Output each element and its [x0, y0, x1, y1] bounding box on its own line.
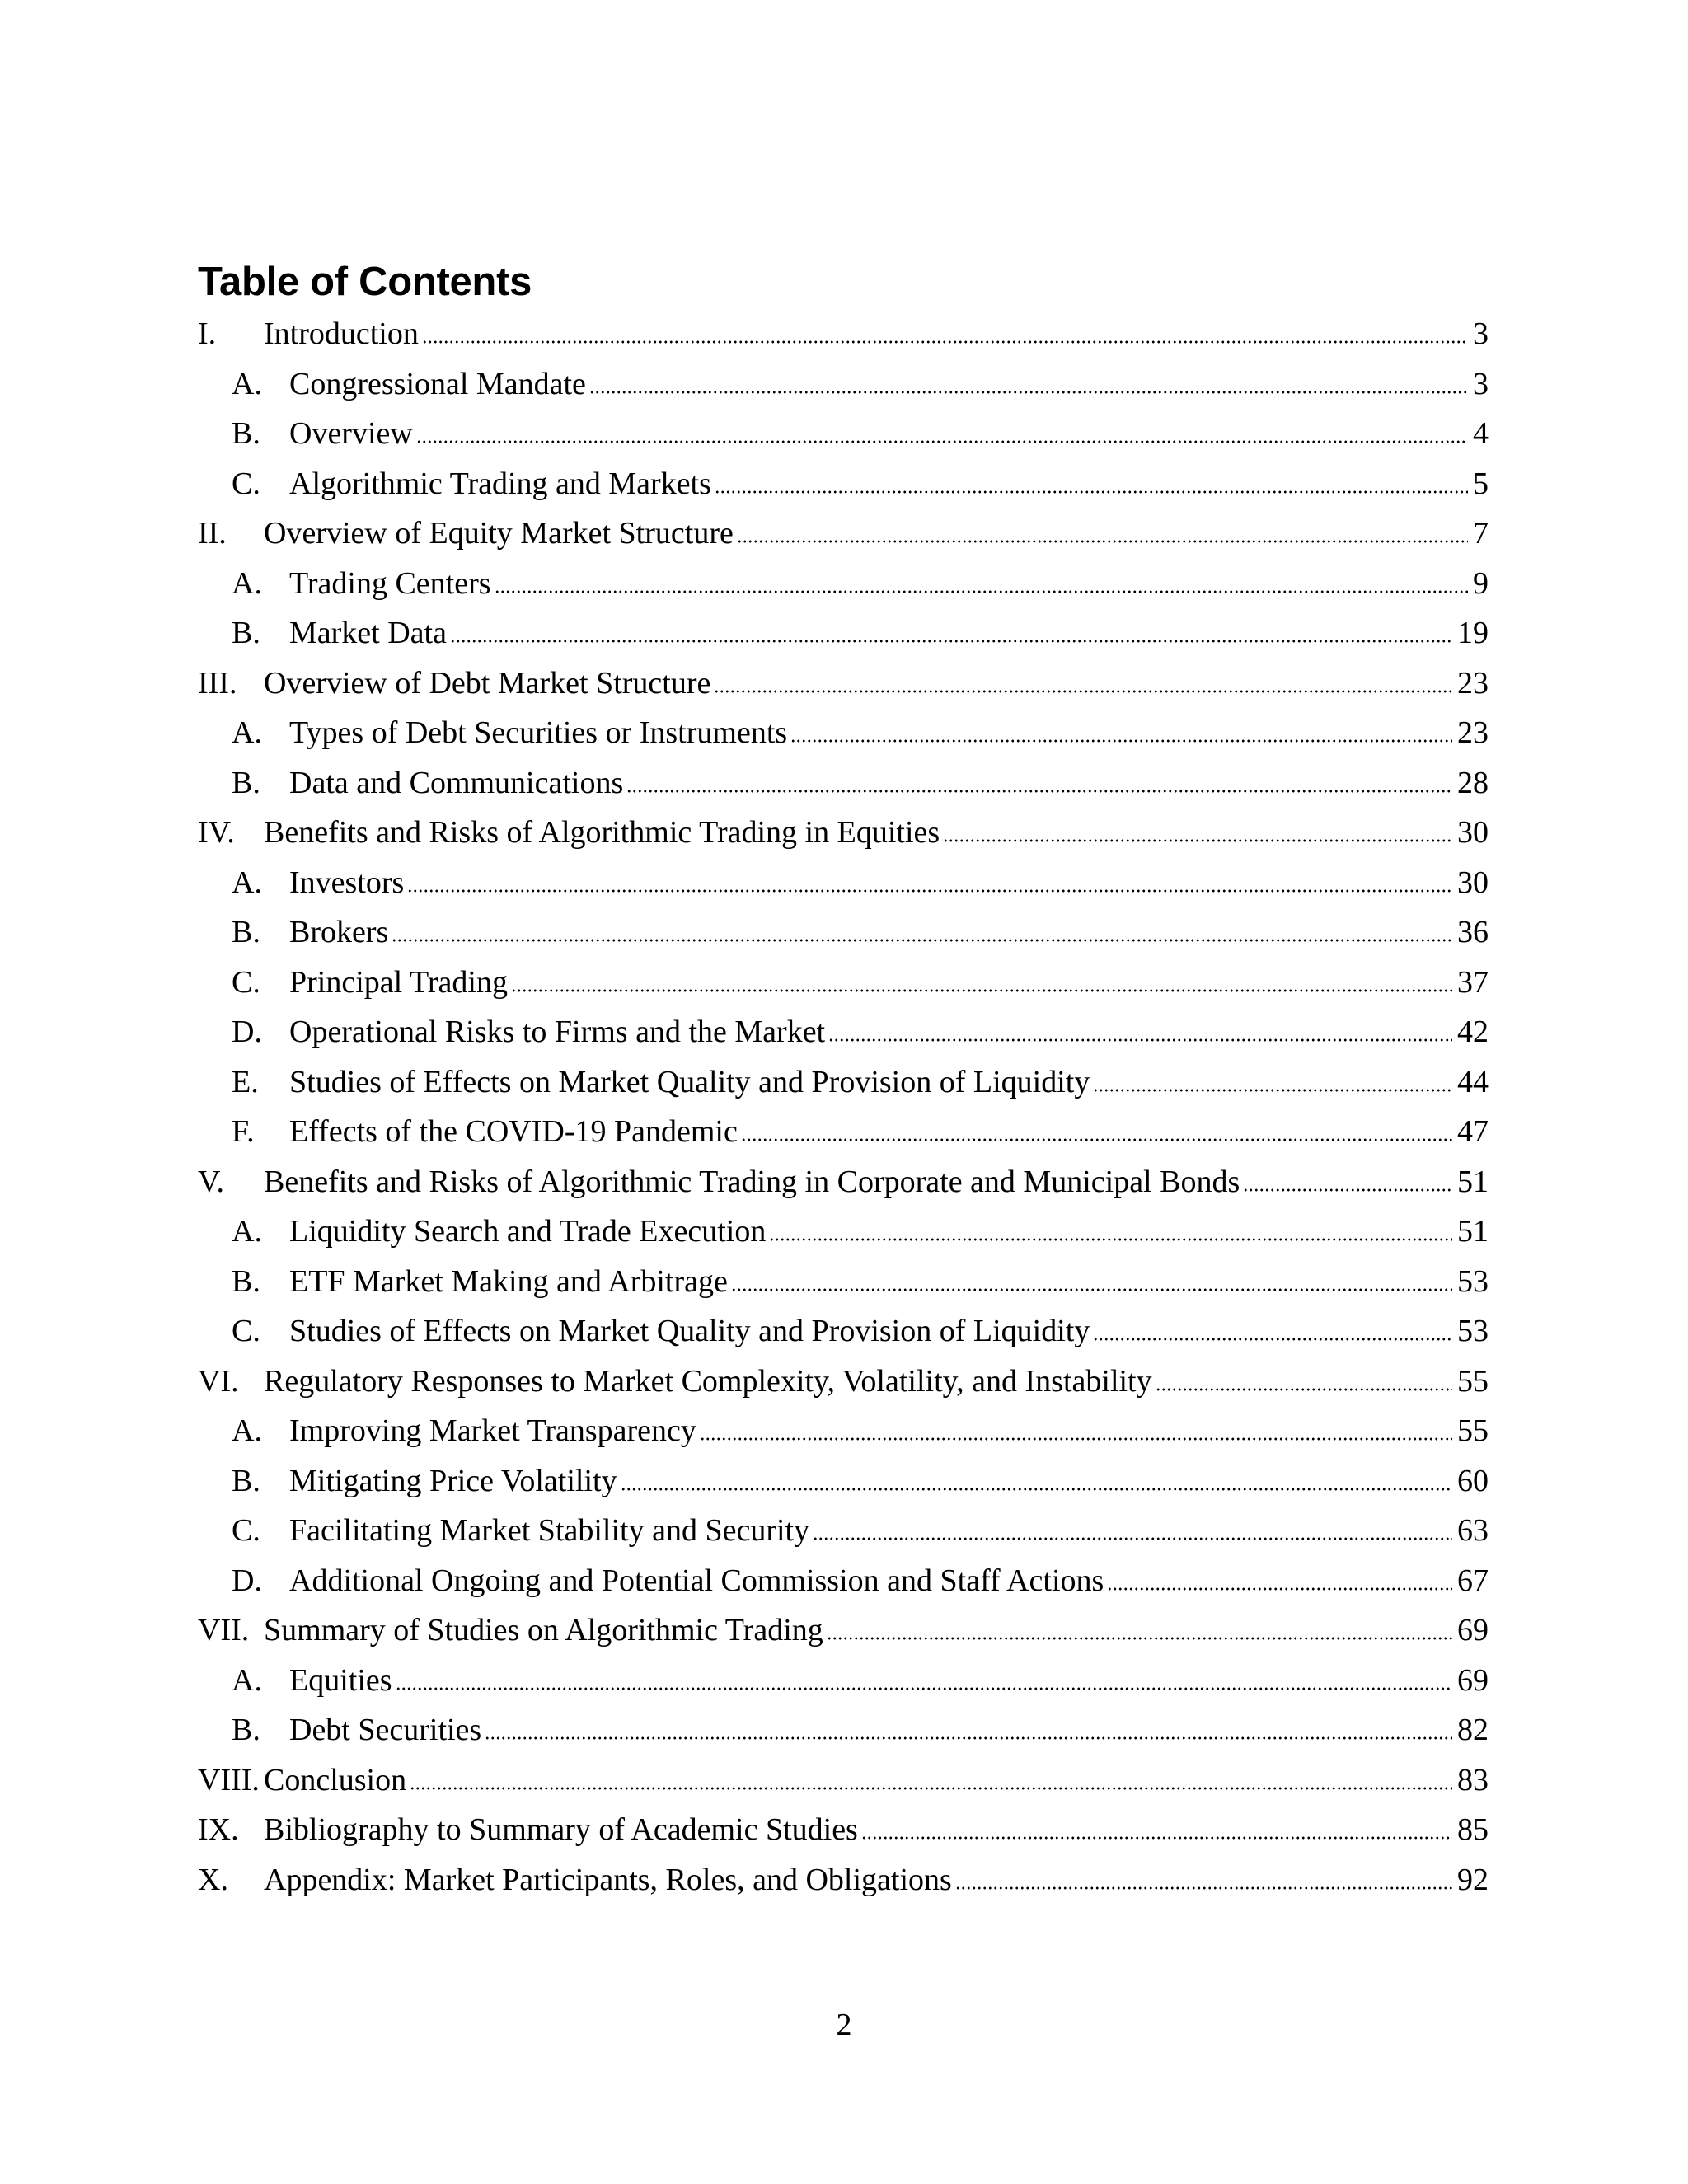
- toc-entry-label: Data and Communications: [289, 765, 624, 800]
- toc-entry[interactable]: [198, 1805, 1489, 1855]
- toc-entry[interactable]: [198, 958, 1489, 1008]
- dot-leader: [495, 590, 1468, 593]
- toc-entry-number: B.: [232, 765, 260, 800]
- toc-entry-page: 55: [1457, 1413, 1489, 1448]
- dot-leader: [1093, 1089, 1452, 1092]
- dot-leader: [769, 1238, 1452, 1241]
- toc-entry[interactable]: [198, 1506, 1489, 1556]
- dot-leader: [1107, 1587, 1452, 1591]
- dot-leader: [955, 1886, 1452, 1890]
- toc-entry[interactable]: [198, 808, 1489, 858]
- toc-entry-page: 19: [1457, 616, 1489, 650]
- toc-entry[interactable]: [198, 1107, 1489, 1157]
- toc-entry-label: Overview of Equity Market Structure: [264, 516, 734, 551]
- dot-leader: [861, 1836, 1452, 1840]
- dot-leader: [741, 1138, 1452, 1141]
- toc-entry-label: Studies of Effects on Market Quality and Provision of Liquidity: [289, 1314, 1090, 1348]
- toc-entry-page: 69: [1457, 1613, 1489, 1647]
- toc-entry-number: VIII.: [198, 1762, 260, 1797]
- dot-leader: [1156, 1388, 1452, 1391]
- toc-entry-page: 60: [1457, 1463, 1489, 1498]
- toc-entry[interactable]: [198, 1755, 1489, 1806]
- toc-entry-page: 30: [1457, 815, 1489, 850]
- toc-entry-label: Brokers: [289, 915, 389, 949]
- toc-entry-page: 83: [1457, 1762, 1489, 1797]
- toc-entry-page: 67: [1457, 1563, 1489, 1598]
- toc-entry-page: 42: [1457, 1015, 1489, 1049]
- toc-entry-page: 55: [1457, 1363, 1489, 1399]
- toc-entry-number: A.: [232, 865, 262, 900]
- toc-entry-number: II.: [198, 516, 227, 551]
- toc-entry-label: Studies of Effects on Market Quality and Provision of Liquidity: [289, 1064, 1090, 1099]
- toc-entry-page: 7: [1473, 516, 1489, 551]
- toc-entry[interactable]: [198, 359, 1489, 410]
- toc-entry[interactable]: [198, 1207, 1489, 1257]
- toc-entry-number: A.: [232, 565, 262, 601]
- toc-entry-number: B.: [232, 416, 260, 451]
- dot-leader: [1093, 1338, 1452, 1341]
- toc-entry-page: 36: [1457, 915, 1489, 949]
- dot-leader: [626, 790, 1452, 793]
- dot-leader: [511, 989, 1452, 992]
- toc-entry-label: Improving Market Transparency: [289, 1413, 696, 1448]
- toc-entry[interactable]: [198, 1007, 1489, 1057]
- toc-entry-label: Principal Trading: [289, 964, 508, 1000]
- dot-leader: [621, 1488, 1452, 1491]
- toc-entry[interactable]: [198, 858, 1489, 908]
- toc-entry-page: 30: [1457, 865, 1489, 900]
- toc-entry-label: Congressional Mandate: [289, 366, 586, 401]
- toc-entry-label: Market Data: [289, 616, 447, 650]
- dot-leader: [1243, 1188, 1452, 1192]
- toc-entry-number: A.: [232, 366, 262, 401]
- dot-leader: [700, 1437, 1452, 1441]
- dot-leader: [407, 889, 1452, 893]
- toc-entry[interactable]: [198, 1357, 1489, 1407]
- toc-entry-number: VI.: [198, 1363, 239, 1399]
- toc-entry-number: I.: [198, 316, 217, 351]
- toc-entry-number: C.: [232, 1314, 260, 1348]
- toc-entry-label: ETF Market Making and Arbitrage: [289, 1263, 728, 1299]
- toc-entry-number: X.: [198, 1862, 228, 1897]
- toc-entry-label: Investors: [289, 865, 405, 900]
- toc-entry-label: Liquidity Search and Trade Execution: [289, 1214, 767, 1249]
- toc-entry[interactable]: [198, 1605, 1489, 1656]
- toc-entry[interactable]: [198, 758, 1489, 808]
- toc-entry[interactable]: [198, 1855, 1489, 1905]
- toc-entry-number: IV.: [198, 815, 235, 850]
- toc-entry-label: Appendix: Market Participants, Roles, and Obligations: [264, 1862, 952, 1897]
- dot-leader: [416, 440, 1468, 443]
- toc-entry-number: B.: [232, 1713, 260, 1747]
- toc-entry-label: Debt Securities: [289, 1713, 482, 1747]
- toc-entry-number: A.: [232, 1214, 262, 1249]
- toc-entry-number: A.: [232, 1413, 262, 1448]
- toc-entry-label: Conclusion: [264, 1762, 407, 1797]
- toc-entry-page: 53: [1457, 1263, 1489, 1299]
- toc-entry[interactable]: [198, 509, 1489, 559]
- toc-entry-page: 23: [1457, 665, 1489, 701]
- toc-entry-page: 47: [1457, 1114, 1489, 1149]
- toc-entry-page: 4: [1473, 416, 1489, 451]
- toc-entry[interactable]: [198, 459, 1489, 509]
- toc-entry-page: 3: [1473, 316, 1489, 351]
- toc-entry-label: Overview of Debt Market Structure: [264, 665, 711, 701]
- dot-leader: [485, 1736, 1452, 1740]
- toc-entry-label: Types of Debt Securities or Instruments: [289, 715, 788, 750]
- dot-leader: [714, 690, 1452, 693]
- toc-entry-label: Bibliography to Summary of Academic Studies: [264, 1812, 858, 1847]
- toc-entry-number: D.: [232, 1015, 262, 1049]
- page-number: 2: [836, 2008, 852, 2042]
- toc-entry-label: Algorithmic Trading and Markets: [289, 466, 711, 501]
- dot-leader: [943, 839, 1452, 842]
- toc-entry-number: F.: [232, 1114, 255, 1149]
- toc-entry-label: Facilitating Market Stability and Security: [289, 1513, 810, 1548]
- toc-entry-page: 69: [1457, 1662, 1489, 1698]
- toc-entry[interactable]: [198, 409, 1489, 459]
- toc-entry-label: Overview: [289, 416, 413, 451]
- toc-entry-label: Effects of the COVID-19 Pandemic: [289, 1114, 738, 1149]
- toc-entry[interactable]: [198, 1406, 1489, 1456]
- toc-entry-page: 3: [1473, 366, 1489, 401]
- dot-leader: [813, 1537, 1452, 1540]
- dot-leader: [422, 340, 1468, 344]
- toc-entry-page: 92: [1457, 1862, 1489, 1897]
- dot-leader: [731, 1288, 1452, 1291]
- toc-entry-label: Mitigating Price Volatility: [289, 1463, 617, 1498]
- toc-entry[interactable]: [198, 1257, 1489, 1307]
- toc-entry-number: D.: [232, 1563, 262, 1598]
- dot-leader: [827, 1637, 1452, 1640]
- toc-entry[interactable]: [198, 658, 1489, 709]
- toc-entry-label: Regulatory Responses to Market Complexity, Volatility, and Instability: [264, 1363, 1152, 1399]
- toc-entry[interactable]: [198, 1456, 1489, 1507]
- toc-entry[interactable]: [198, 907, 1489, 958]
- toc-entry[interactable]: [198, 1306, 1489, 1357]
- toc-entry-number: C.: [232, 1513, 260, 1548]
- toc-entry-number: B.: [232, 1263, 260, 1299]
- toc-entry-label: Benefits and Risks of Algorithmic Trading in Corporate and Municipal Bonds: [264, 1164, 1240, 1199]
- toc-entry-number: A.: [232, 1662, 262, 1698]
- toc-entry-number: VII.: [198, 1613, 250, 1647]
- dot-leader: [450, 640, 1452, 643]
- toc-entry-page: 23: [1457, 715, 1489, 750]
- toc-entry-page: 28: [1457, 765, 1489, 800]
- toc-entry-page: 82: [1457, 1713, 1489, 1747]
- dot-leader: [392, 939, 1452, 942]
- toc-title: Table of Contents: [198, 260, 532, 304]
- toc-entry-number: IX.: [198, 1812, 239, 1847]
- toc-entry-page: 51: [1457, 1164, 1489, 1199]
- dot-leader: [715, 490, 1468, 494]
- toc-entry-page: 5: [1473, 466, 1489, 501]
- toc-entry-page: 9: [1473, 565, 1489, 601]
- toc-entry[interactable]: [198, 708, 1489, 758]
- toc-entry[interactable]: [198, 1705, 1489, 1755]
- toc-entry[interactable]: [198, 559, 1489, 609]
- toc-entry-number: A.: [232, 715, 262, 750]
- toc-entry[interactable]: [198, 1556, 1489, 1606]
- toc-entry-number: III.: [198, 665, 237, 701]
- dot-leader: [410, 1787, 1452, 1790]
- dot-leader: [737, 540, 1468, 543]
- toc-entry-number: C.: [232, 466, 260, 501]
- dot-leader: [790, 739, 1452, 743]
- toc-entry[interactable]: [198, 1057, 1489, 1108]
- toc-entry-number: B.: [232, 915, 260, 949]
- dot-leader: [828, 1038, 1452, 1042]
- toc-entry-number: B.: [232, 1463, 260, 1498]
- toc-entry-page: 51: [1457, 1214, 1489, 1249]
- toc-entry-label: Operational Risks to Firms and the Market: [289, 1015, 826, 1049]
- toc-entry-label: Benefits and Risks of Algorithmic Trading in Equities: [264, 815, 940, 850]
- toc-entry-page: 85: [1457, 1812, 1489, 1847]
- toc-entry-number: C.: [232, 964, 260, 1000]
- toc-entry-number: V.: [198, 1164, 225, 1199]
- toc-entry-page: 53: [1457, 1314, 1489, 1348]
- toc-entry[interactable]: [198, 1157, 1489, 1207]
- toc-entry-page: 44: [1457, 1064, 1489, 1099]
- toc-entry-label: Trading Centers: [289, 565, 491, 601]
- toc-entry[interactable]: [198, 608, 1489, 658]
- toc-entry-page: 63: [1457, 1513, 1489, 1548]
- dot-leader: [396, 1687, 1452, 1690]
- toc-entry-number: B.: [232, 616, 260, 650]
- toc-entry-label: Equities: [289, 1662, 392, 1698]
- toc-list: [198, 309, 1489, 1905]
- toc-entry-number: E.: [232, 1064, 259, 1099]
- dot-leader: [589, 391, 1468, 394]
- toc-entry[interactable]: [198, 309, 1489, 359]
- toc-entry[interactable]: [198, 1656, 1489, 1706]
- toc-entry-label: Summary of Studies on Algorithmic Trading: [264, 1613, 823, 1647]
- toc-entry-label: Additional Ongoing and Potential Commission and Staff Actions: [289, 1563, 1104, 1598]
- toc-entry-label: Introduction: [264, 316, 419, 351]
- toc-entry-page: 37: [1457, 964, 1489, 1000]
